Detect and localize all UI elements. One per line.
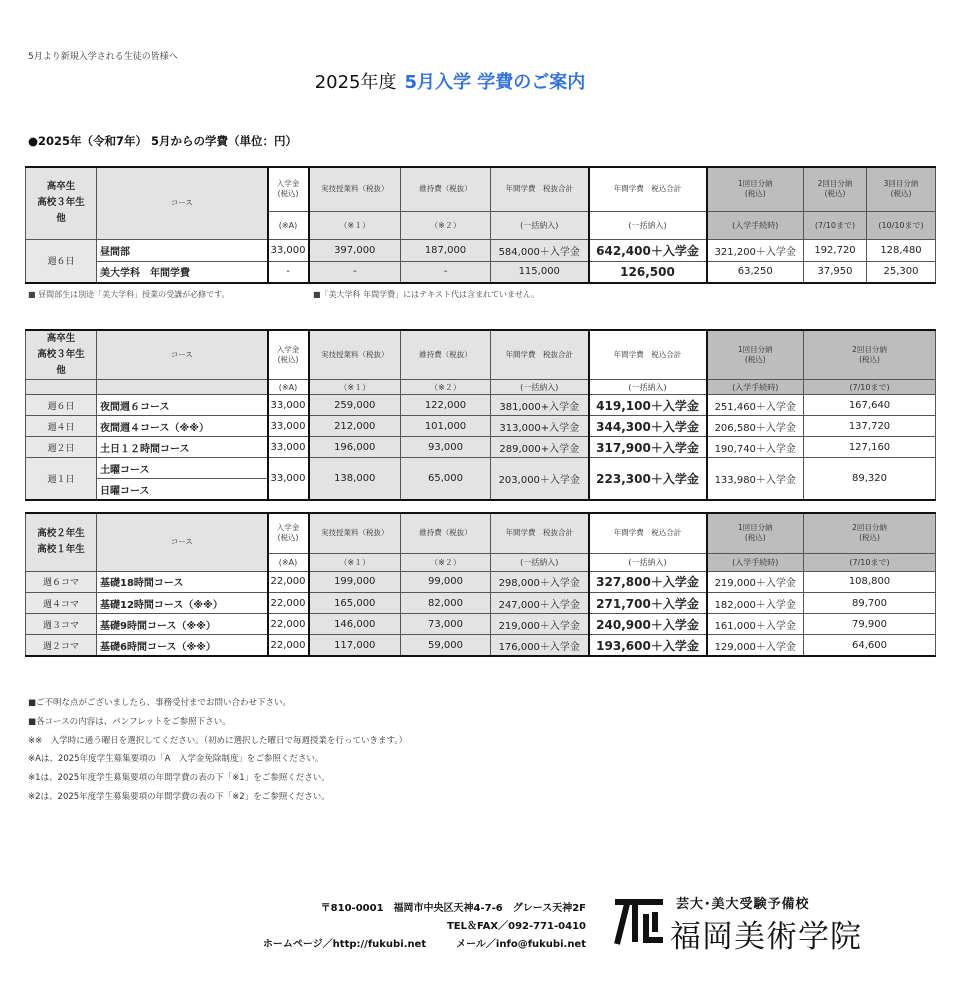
annual-in-header: 年間学費 税込合計 bbox=[589, 330, 707, 380]
pay1-header: 1回目分納 (税込) bbox=[707, 330, 804, 380]
tuition-sub: （※１） bbox=[309, 380, 401, 395]
admission-value: 33,000 bbox=[268, 239, 309, 261]
annual-ex-value: 289,000+入学金 bbox=[491, 437, 589, 458]
admission-value: 33,000 bbox=[268, 416, 309, 437]
course-header: コース bbox=[97, 513, 268, 571]
pay1-header: 1回目分納 (税込) bbox=[707, 513, 804, 553]
tuition-value: 199,000 bbox=[309, 571, 401, 592]
pay1-sub: (入学手続時) bbox=[707, 211, 804, 239]
pay2-sub: (7/10まで) bbox=[804, 211, 867, 239]
course-name: 土曜コース bbox=[97, 458, 268, 479]
frequency-cell: 週２日 bbox=[26, 437, 97, 458]
admission-sub: (※A) bbox=[268, 380, 309, 395]
maintenance-value: 101,000 bbox=[401, 416, 491, 437]
pay1-value: 182,000＋入学金 bbox=[707, 593, 804, 614]
course-name: 夜間週６コース bbox=[97, 395, 268, 416]
pay3-value: 128,480 bbox=[867, 239, 936, 261]
table-row bbox=[26, 614, 936, 635]
maintenance-sub: （※２） bbox=[401, 380, 491, 395]
course-name: 基礎6時間コース（※※） bbox=[97, 635, 268, 656]
pay1-sub: (入学手続時) bbox=[707, 380, 804, 395]
tel-fax: TEL＆FAX／092-771-0410 bbox=[446, 921, 586, 932]
frequency-cell: 週２コマ bbox=[26, 635, 97, 656]
fee-table-daytime bbox=[25, 166, 936, 284]
maintenance-value: 59,000 bbox=[401, 635, 491, 656]
annual-in-header: 年間学費 税込合計 bbox=[589, 513, 707, 553]
annual-ex-value: 298,000＋入学金 bbox=[491, 571, 589, 592]
maintenance-header: 維持費（税抜） bbox=[401, 167, 491, 211]
web-email: ホームページ／http://fukubi.net メール／info@fukubi.net bbox=[262, 939, 586, 950]
admission-value: 33,000 bbox=[268, 437, 309, 458]
pay2-header: 2回目分納 (税込) bbox=[804, 513, 936, 553]
address: 〒810-0001 福岡市中央区天神4-7-6 グレース天神2F bbox=[320, 903, 586, 914]
annual-ex-value: 176,000＋入学金 bbox=[491, 635, 589, 656]
course-name: 土日１２時間コース bbox=[97, 437, 268, 458]
note-item: ■各コースの内容は、パンフレットをご参照下さい。 bbox=[28, 716, 231, 727]
tuition-value: 138,000 bbox=[309, 458, 401, 500]
pay2-value: 137,720 bbox=[804, 416, 936, 437]
grade-label-cont bbox=[26, 380, 97, 395]
admission-value: 33,000 bbox=[268, 395, 309, 416]
course-name: 美大学科 年間学費 bbox=[97, 261, 268, 283]
admission-value: - bbox=[268, 261, 309, 283]
course-header: コース bbox=[97, 167, 268, 239]
pay1-value: 321,200＋入学金 bbox=[707, 239, 804, 261]
annual-in-value: 126,500 bbox=[589, 261, 707, 283]
annual-in-value: 419,100＋入学金 bbox=[589, 395, 707, 416]
annual-ex-header: 年間学費 税抜合計 bbox=[491, 167, 589, 211]
tuition-header: 実技授業料（税抜） bbox=[309, 330, 401, 380]
tuition-header: 実技授業料（税抜） bbox=[309, 167, 401, 211]
greeting-text: 5月より新規入学される生徒の皆様へ bbox=[28, 52, 178, 62]
annual-in-value: 327,800＋入学金 bbox=[589, 571, 707, 592]
admission-value: 22,000 bbox=[268, 635, 309, 656]
title-main: 5月入学 学費のご案内 bbox=[404, 72, 586, 93]
maintenance-value: - bbox=[401, 261, 491, 283]
pay1-value: 190,740＋入学金 bbox=[707, 437, 804, 458]
fee-table-high-school bbox=[25, 512, 936, 657]
course-name: 基礎18時間コース bbox=[97, 571, 268, 592]
tuition-value: 397,000 bbox=[309, 239, 401, 261]
pay2-value: 192,720 bbox=[804, 239, 867, 261]
annual-ex-header: 年間学費 税抜合計 bbox=[491, 513, 589, 553]
annual-in-value: 344,300＋入学金 bbox=[589, 416, 707, 437]
tuition-value: 212,000 bbox=[309, 416, 401, 437]
pay2-value: 79,900 bbox=[804, 614, 936, 635]
tuition-header: 実技授業料（税抜） bbox=[309, 513, 401, 553]
grade-label: 高卒生 高校３年生 他 bbox=[26, 167, 97, 239]
annual-in-sub: (一括納入) bbox=[589, 211, 707, 239]
pay2-value: 108,800 bbox=[804, 571, 936, 592]
annual-ex-value: 247,000＋入学金 bbox=[491, 593, 589, 614]
pay2-header: 2回目分納 (税込) bbox=[804, 167, 867, 211]
frequency-cell: 週３コマ bbox=[26, 614, 97, 635]
annual-in-value: 193,600＋入学金 bbox=[589, 635, 707, 656]
pay2-value: 127,160 bbox=[804, 437, 936, 458]
pay3-value: 25,300 bbox=[867, 261, 936, 283]
annual-ex-sub: (一括納入) bbox=[491, 553, 589, 571]
annual-in-sub: (一括納入) bbox=[589, 553, 707, 571]
fee-table-evening bbox=[25, 329, 936, 501]
grade-label: 高校２年生 高校１年生 bbox=[26, 513, 97, 571]
pay1-value: 129,000＋入学金 bbox=[707, 635, 804, 656]
contact-block bbox=[230, 900, 586, 954]
maintenance-header: 維持費（税抜） bbox=[401, 513, 491, 553]
pay1-value: 63,250 bbox=[707, 261, 804, 283]
tuition-value: - bbox=[309, 261, 401, 283]
annual-ex-sub: (一括納入) bbox=[491, 380, 589, 395]
annual-ex-value: 381,000+入学金 bbox=[491, 395, 589, 416]
maintenance-value: 73,000 bbox=[401, 614, 491, 635]
annual-ex-sub: (一括納入) bbox=[491, 211, 589, 239]
tuition-value: 196,000 bbox=[309, 437, 401, 458]
pay3-header: 3回目分納 (税込) bbox=[867, 167, 936, 211]
note-item: ※※ 入学時に通う曜日を選択してください。（初めに選択した曜日で毎週授業を行っていきます。） bbox=[28, 735, 408, 746]
annual-in-value: 223,300＋入学金 bbox=[589, 458, 707, 500]
admission-header: 入学金 (税込) bbox=[268, 513, 309, 553]
annual-ex-value: 219,000＋入学金 bbox=[491, 614, 589, 635]
pay1-value: 161,000＋入学金 bbox=[707, 614, 804, 635]
title-year: 2025年度 bbox=[314, 72, 397, 93]
frequency-cell: 週４日 bbox=[26, 416, 97, 437]
admission-value: 22,000 bbox=[268, 593, 309, 614]
table-row bbox=[26, 416, 936, 437]
frequency-cell: 週４コマ bbox=[26, 593, 97, 614]
logo-subtitle: 芸大･美大受験予備校 bbox=[676, 897, 810, 912]
maintenance-sub: （※２） bbox=[401, 211, 491, 239]
table-row bbox=[26, 635, 936, 656]
pay2-value: 89,320 bbox=[804, 458, 936, 500]
tuition-value: 117,000 bbox=[309, 635, 401, 656]
annual-in-sub: (一括納入) bbox=[589, 380, 707, 395]
frequency-cell: 週６日 bbox=[26, 395, 97, 416]
admission-value: 33,000 bbox=[268, 458, 309, 500]
maintenance-value: 187,000 bbox=[401, 239, 491, 261]
pay1-value: 133,980＋入学金 bbox=[707, 458, 804, 500]
note-item: ■ご不明な点がございましたら、事務受付までお問い合わせ下さい。 bbox=[28, 698, 292, 708]
course-name: 日曜コース bbox=[97, 479, 268, 500]
pay1-sub: (入学手続時) bbox=[707, 553, 804, 571]
tuition-sub: （※１） bbox=[309, 553, 401, 571]
frequency-cell: 週６日 bbox=[26, 239, 97, 283]
pay1-value: 219,000＋入学金 bbox=[707, 571, 804, 592]
admission-sub: (※A) bbox=[268, 211, 309, 239]
pay2-value: 37,950 bbox=[804, 261, 867, 283]
admission-value: 22,000 bbox=[268, 571, 309, 592]
pay1-value: 251,460＋入学金 bbox=[707, 395, 804, 416]
pay2-value: 167,640 bbox=[804, 395, 936, 416]
fukubi-logo-icon bbox=[613, 896, 665, 948]
pay2-sub: (7/10まで) bbox=[804, 380, 936, 395]
table-row bbox=[26, 458, 936, 479]
daytime-note: ■ 昼間部生は別途「美大学科」授業の受講が必修です。 bbox=[28, 290, 230, 299]
course-name: 昼間部 bbox=[97, 239, 268, 261]
pay3-sub: (10/10まで) bbox=[867, 211, 936, 239]
table-row bbox=[26, 593, 936, 614]
maintenance-value: 99,000 bbox=[401, 571, 491, 592]
table-row bbox=[26, 571, 936, 592]
annual-in-value: 240,900＋入学金 bbox=[589, 614, 707, 635]
maintenance-value: 82,000 bbox=[401, 593, 491, 614]
page-title bbox=[0, 68, 900, 94]
table-row bbox=[26, 239, 936, 261]
annual-in-value: 642,400＋入学金 bbox=[589, 239, 707, 261]
maintenance-value: 93,000 bbox=[401, 437, 491, 458]
course-name: 夜間週４コース（※※） bbox=[97, 416, 268, 437]
table-row bbox=[26, 261, 936, 283]
annual-in-value: 271,700＋入学金 bbox=[589, 593, 707, 614]
pay2-value: 89,700 bbox=[804, 593, 936, 614]
admission-header: 入学金 (税込) bbox=[268, 167, 309, 211]
annual-ex-value: 584,000＋入学金 bbox=[491, 239, 589, 261]
pay2-value: 64,600 bbox=[804, 635, 936, 656]
note-item: ※2は、2025年度学生募集要項の年間学費の表の下「※2」をご参照ください。 bbox=[28, 791, 330, 802]
tuition-value: 259,000 bbox=[309, 395, 401, 416]
annual-in-header: 年間学費 税込合計 bbox=[589, 167, 707, 211]
admission-sub: (※A) bbox=[268, 553, 309, 571]
annual-ex-value: 115,000 bbox=[491, 261, 589, 283]
annual-in-value: 317,900＋入学金 bbox=[589, 437, 707, 458]
note-item: ※1は、2025年度学生募集要項の年間学費の表の下「※1」をご参照ください。 bbox=[28, 773, 330, 784]
table-row bbox=[26, 437, 936, 458]
frequency-cell: 週１日 bbox=[26, 458, 97, 500]
course-header: コース bbox=[97, 330, 268, 380]
frequency-cell: 週６コマ bbox=[26, 571, 97, 592]
admission-header: 入学金 (税込) bbox=[268, 330, 309, 380]
course-name: 基礎9時間コース（※※） bbox=[97, 614, 268, 635]
annual-ex-value: 313,000+入学金 bbox=[491, 416, 589, 437]
section-heading: ●2025年（令和7年） 5月からの学費（単位：円） bbox=[28, 134, 298, 148]
maintenance-sub: （※２） bbox=[401, 553, 491, 571]
pay1-header: 1回目分納 (税込) bbox=[707, 167, 804, 211]
maintenance-value: 65,000 bbox=[401, 458, 491, 500]
note-item: ※Aは、2025年度学生募集要項の「A 入学金免除制度」をご参照ください。 bbox=[28, 754, 324, 765]
notes-list bbox=[28, 694, 407, 807]
school-name: 福岡美術学院 bbox=[670, 919, 862, 955]
course-name: 基礎12時間コース（※※） bbox=[97, 593, 268, 614]
maintenance-header: 維持費（税抜） bbox=[401, 330, 491, 380]
tuition-value: 146,000 bbox=[309, 614, 401, 635]
admission-value: 22,000 bbox=[268, 614, 309, 635]
tuition-sub: （※１） bbox=[309, 211, 401, 239]
annual-ex-header: 年間学費 税抜合計 bbox=[491, 330, 589, 380]
maintenance-value: 122,000 bbox=[401, 395, 491, 416]
annual-ex-value: 203,000＋入学金 bbox=[491, 458, 589, 500]
table-row bbox=[26, 395, 936, 416]
tuition-value: 165,000 bbox=[309, 593, 401, 614]
textbook-note: ■「美大学科 年間学費」にはテキスト代は含まれていません。 bbox=[313, 290, 540, 299]
pay2-sub: (7/10まで) bbox=[804, 553, 936, 571]
pay2-header: 2回目分納 (税込) bbox=[804, 330, 936, 380]
grade-label: 高卒生 高校３年生 他 bbox=[26, 330, 97, 380]
course-header-cont bbox=[97, 380, 268, 395]
pay1-value: 206,580＋入学金 bbox=[707, 416, 804, 437]
